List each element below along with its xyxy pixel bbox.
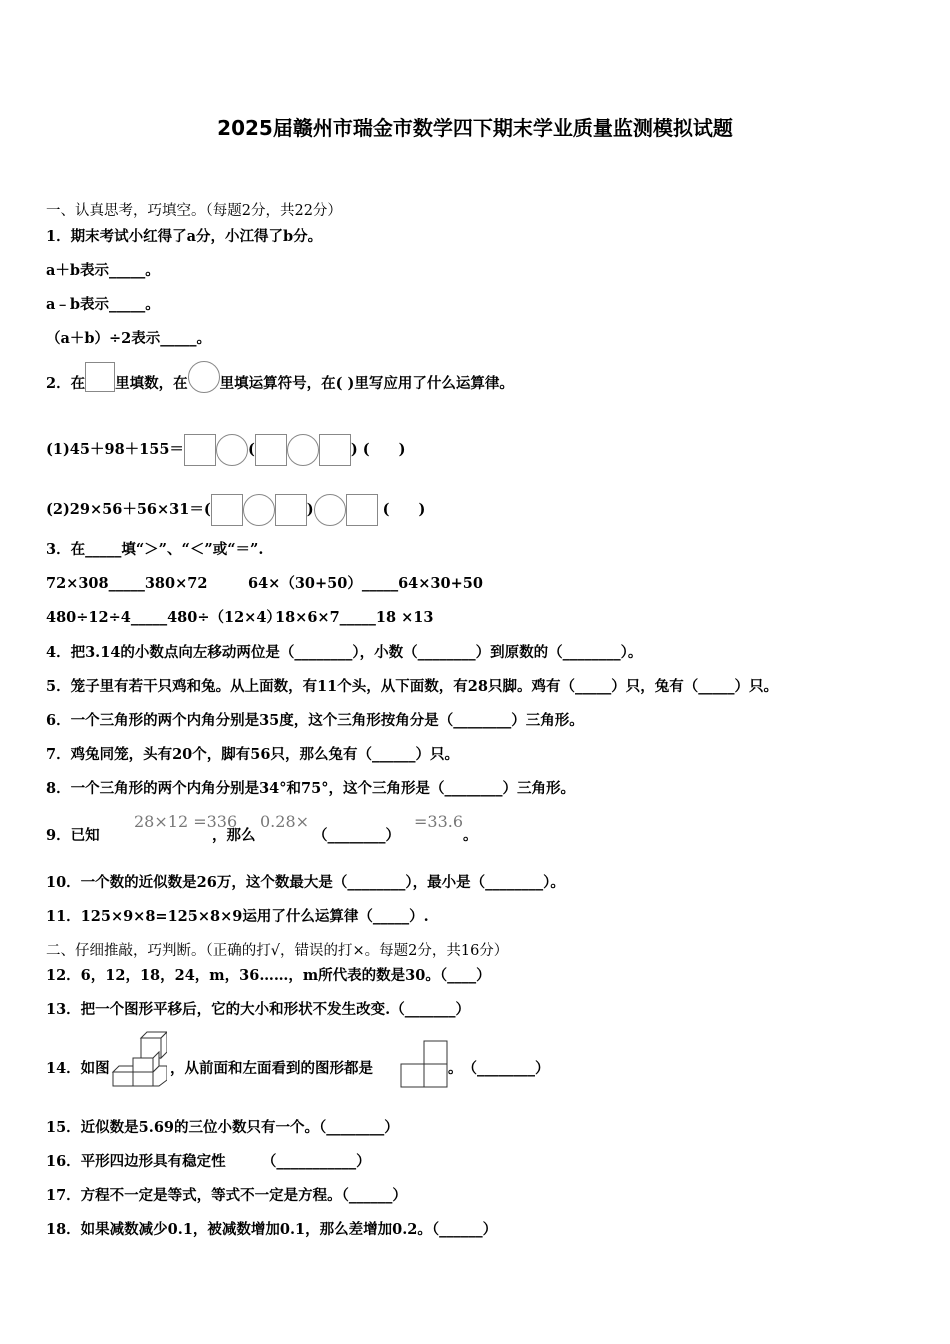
question-12: 12．6，12，18，24，m，36……，m所代表的数是30。（____） (46, 967, 491, 984)
question-3c: 480÷12÷4_____480÷（12×4） (46, 609, 281, 626)
question-9-math-2: 0.28× (260, 812, 310, 831)
question-1-stem: 1．期末考试小红得了a分，小江得了b分。 (46, 228, 323, 245)
answer-box-icon[interactable] (184, 434, 216, 466)
section-1-heading: 一、认真思考，巧填空。（每题2分，共22分） (46, 203, 342, 219)
question-6: 6．一个三角形的两个内角分别是35度，这个三角形按角分是（________）三角形。 (46, 712, 584, 729)
law-answer-blank[interactable]: ( ) (382, 501, 426, 518)
question-1b: a﹣b表示_____。 (46, 296, 160, 313)
question-15: 15．近似数是5.69的三位小数只有一个。（________） (46, 1119, 399, 1136)
question-2-stem (46, 374, 514, 394)
question-9-math-1: 28×12 =336 (134, 812, 238, 831)
paren-close: ) (306, 501, 314, 518)
question-9-blank[interactable]: （________） (313, 827, 400, 844)
operator-circle-icon[interactable] (216, 434, 248, 466)
question-10: 10．一个数的近似数是26万，这个数最大是（________），最小是（________）。 (46, 874, 565, 891)
question-3-stem: 3．在_____填“＞”、“＜”或“＝”. (46, 541, 264, 558)
question-13: 13．把一个图形平移后，它的大小和形状不发生改变.（_______） (46, 1001, 470, 1018)
operator-circle-icon[interactable] (314, 494, 346, 526)
law-answer-blank[interactable]: ( ) (362, 441, 406, 458)
question-2-text-2: 里填数，在 (115, 375, 188, 392)
question-5: 5．笼子里有若干只鸡和兔。从上面数，有11个头，从下面数，有28只脚。鸡有（_____）只，兔有（_____）只。 (46, 678, 778, 695)
question-8: 8．一个三角形的两个内角分别是34°和75°，这个三角形是（________）三角形。 (46, 780, 575, 797)
expression-1-start: (1)45＋98＋155＝ (46, 441, 184, 458)
question-4: 4．把3.14的小数点向左移动两位是（________），小数（________）到原数的（________）。 (46, 644, 643, 661)
question-14-text-1: 14．如图 (46, 1060, 110, 1077)
question-1c: （a＋b）÷2表示_____。 (46, 330, 212, 347)
operator-circle-icon[interactable] (287, 434, 319, 466)
answer-box-icon[interactable] (211, 494, 243, 526)
operator-circle-icon (188, 361, 220, 393)
answer-box-icon[interactable] (346, 494, 378, 526)
question-3b: 64×（30+50）_____64×30+50 (248, 575, 483, 592)
cube-stack-icon (111, 1030, 167, 1088)
question-2-text-3: 里填运算符号，在( )里写应用了什么运算律。 (219, 375, 514, 392)
operator-circle-icon[interactable] (243, 494, 275, 526)
question-3d: 18×6×7_____18 ×13 (275, 609, 434, 626)
section-2-heading: 二、仔细推敲，巧判断。（正确的打√，错误的打×。每题2分，共16分） (46, 943, 509, 959)
question-18: 18．如果减数减少0.1，被减数增加0.1，那么差增加0.2。（______） (46, 1221, 498, 1238)
question-17: 17．方程不一定是等式，等式不一定是方程。（______） (46, 1187, 407, 1204)
paren-close: ) (350, 441, 358, 458)
expression-2-start: (2)29×56＋56×31＝( (46, 501, 211, 518)
question-2-expression-1 (46, 434, 405, 466)
question-2-expression-2 (46, 494, 425, 526)
question-9-math-3: =33.6 (414, 812, 464, 831)
page-title: 2025届赣州市瑞金市数学四下期末学业质量监测模拟试题 (217, 116, 733, 140)
question-14-text-3: 。 （________） (448, 1060, 550, 1077)
answer-box-icon[interactable] (255, 434, 287, 466)
question-2-text-1: 2．在 (46, 375, 86, 392)
question-14-text-2: ，从前面和左面看到的图形都是 (170, 1060, 373, 1077)
question-7: 7．鸡兔同笼，头有20个，脚有56只，那么兔有（______）只。 (46, 746, 459, 763)
question-11: 11．125×9×8=125×8×9运用了什么运算律（_____）. (46, 908, 429, 925)
question-9-end: 。 (463, 827, 478, 844)
answer-box-icon (85, 362, 115, 392)
question-9-text-2: ，那么 (212, 827, 256, 844)
question-9-text-1: 9．已知 (46, 827, 100, 844)
answer-box-icon[interactable] (319, 434, 351, 466)
view-shape-icon (400, 1040, 448, 1088)
question-16: 16．平形四边形具有稳定性 （___________） (46, 1153, 371, 1170)
answer-box-icon[interactable] (275, 494, 307, 526)
paren-open: ( (247, 441, 255, 458)
question-1a: a＋b表示_____。 (46, 262, 160, 279)
question-3a: 72×308_____380×72 (46, 575, 208, 592)
